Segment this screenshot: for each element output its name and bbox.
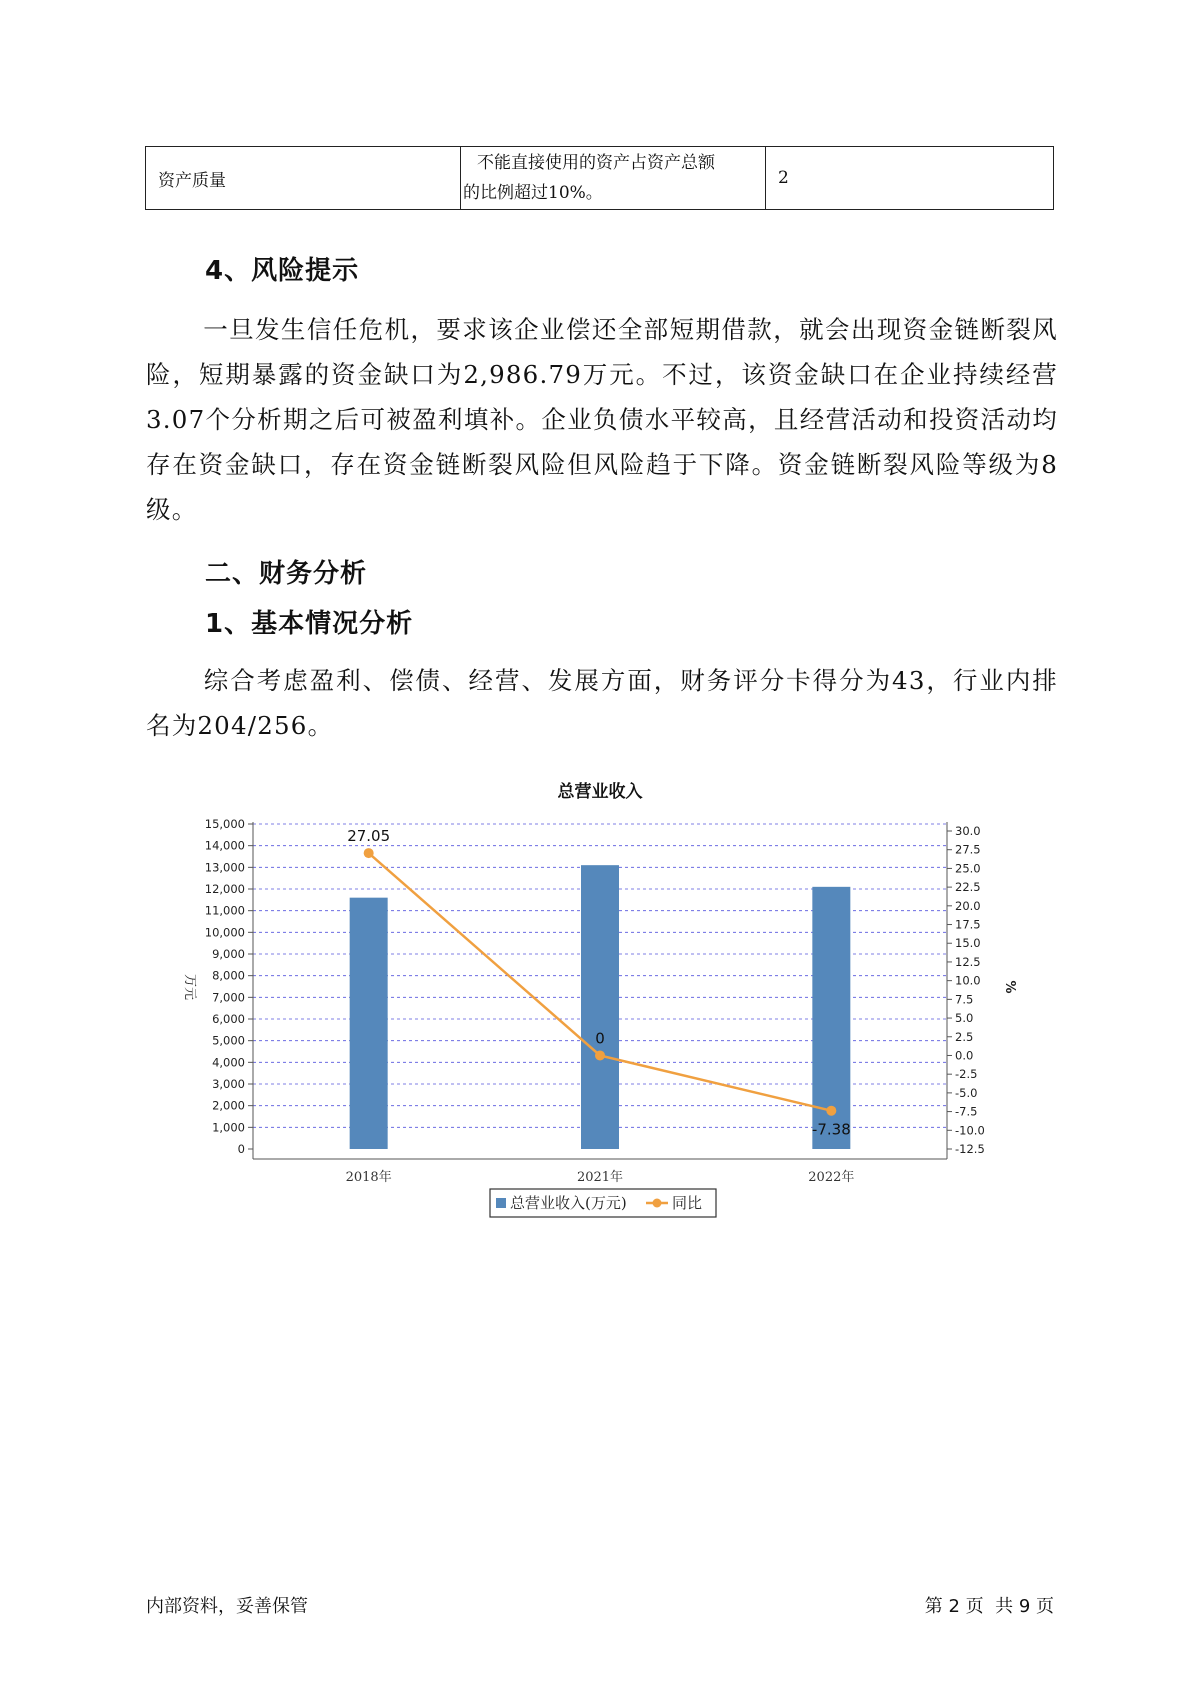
y-tick-label: 8,000	[212, 968, 245, 983]
x-tick-label: 2021年	[576, 1170, 624, 1185]
basic-text: 综合考虑盈利、偿债、经营、发展方面，财务评分卡得分为43，行业内排名为204/256。	[146, 666, 1058, 740]
line-point-1	[364, 848, 374, 858]
y-tick-label: 10,000	[204, 925, 245, 940]
y-tick-label: 5,000	[212, 1033, 245, 1048]
y-tick-label: 0	[237, 1142, 245, 1156]
y2-axis-label: %	[1002, 980, 1017, 994]
y-tick-label: 15,000	[204, 817, 245, 831]
y2-tick-label: 7.5	[955, 992, 974, 1007]
x-tick-label: 2022年	[808, 1170, 855, 1185]
y2-tick-label: 2.5	[955, 1029, 974, 1044]
line-point-2	[595, 1050, 605, 1060]
y-tick-label: 13,000	[204, 860, 245, 875]
finance-heading: 二、财务分析	[205, 559, 368, 589]
criterion-line-1: 不能直接使用的资产占资产总额	[477, 153, 715, 173]
y-tick-label: 11,000	[204, 903, 245, 918]
criterion-line-2: 的比例超过10%。	[463, 183, 603, 203]
y-tick-label: 6,000	[212, 1012, 245, 1026]
y-tick-label: 14,000	[204, 838, 245, 853]
revenue-chart	[170, 775, 1020, 1235]
y2-tick-label: -10.0	[955, 1123, 985, 1138]
legend-label-line: 同比	[672, 1194, 703, 1212]
line-data-label: -7.38	[811, 1120, 851, 1139]
y-axis-label: 万元	[182, 973, 197, 1001]
y2-tick-label: 25.0	[955, 861, 981, 876]
table-cell-criterion	[461, 147, 766, 210]
chart-title: 总营业收入	[557, 782, 643, 802]
legend-swatch-bar	[496, 1198, 506, 1208]
legend-swatch-marker	[653, 1199, 662, 1208]
y2-tick-label: 17.5	[955, 917, 981, 932]
footer-confidential: 内部资料，妥善保管	[146, 1596, 308, 1617]
bar-2	[581, 865, 619, 1149]
y2-tick-label: -7.5	[955, 1104, 978, 1119]
y2-tick-label: 20.0	[955, 898, 981, 913]
y2-tick-label: 5.0	[955, 1011, 974, 1026]
criteria-table	[145, 146, 1054, 210]
y2-tick-label: 22.5	[955, 880, 981, 895]
line-data-label: 0	[595, 1029, 605, 1048]
y2-tick-label: 15.0	[955, 936, 981, 951]
y-tick-label: 1,000	[212, 1120, 245, 1135]
bar-1	[350, 898, 388, 1149]
basic-heading: 1、基本情况分析	[205, 609, 414, 639]
y2-tick-label: 27.5	[955, 842, 981, 857]
table-cell-category: 资产质量	[146, 147, 461, 210]
line-point-3	[826, 1106, 836, 1116]
x-tick-label: 2018年	[345, 1170, 392, 1185]
legend-label-bar: 总营业收入(万元)	[510, 1194, 627, 1212]
risk-text: 一旦发生信任危机，要求该企业偿还全部短期借款，就会出现资金链断裂风险，短期暴露的资金缺口为2,986.79万元。不过，该资金缺口在企业持续经营 3.07个分析期之后可被盈利填补。企业负债水平较高，且经营活动和投资活动均存在资金缺口，存在资金链断裂风险但风险趋于下降。资金链断裂风险等级为8级。	[146, 315, 1058, 524]
table-cell-score: 2	[766, 147, 1054, 210]
y2-tick-label: 0.0	[955, 1048, 974, 1063]
line-data-label: 27.05	[347, 827, 391, 846]
y2-tick-label: 30.0	[955, 824, 981, 838]
y-tick-label: 9,000	[212, 947, 245, 961]
table-row	[146, 147, 1054, 210]
y2-tick-label: -5.0	[955, 1085, 978, 1100]
y-tick-label: 4,000	[212, 1055, 245, 1070]
y2-tick-label: 12.5	[955, 954, 981, 969]
y-tick-label: 2,000	[212, 1098, 245, 1113]
risk-heading: 4、风险提示	[205, 256, 360, 286]
y2-tick-label: 10.0	[955, 973, 981, 988]
y2-tick-label: -2.5	[955, 1067, 978, 1082]
y2-tick-label: -12.5	[955, 1142, 985, 1156]
basic-paragraph	[146, 658, 1058, 748]
y-tick-label: 7,000	[212, 990, 245, 1005]
y-tick-label: 12,000	[204, 882, 245, 896]
y-tick-label: 3,000	[212, 1077, 245, 1091]
risk-paragraph	[146, 307, 1058, 532]
footer-page-number: 第 2 页 共 9 页	[924, 1596, 1054, 1617]
